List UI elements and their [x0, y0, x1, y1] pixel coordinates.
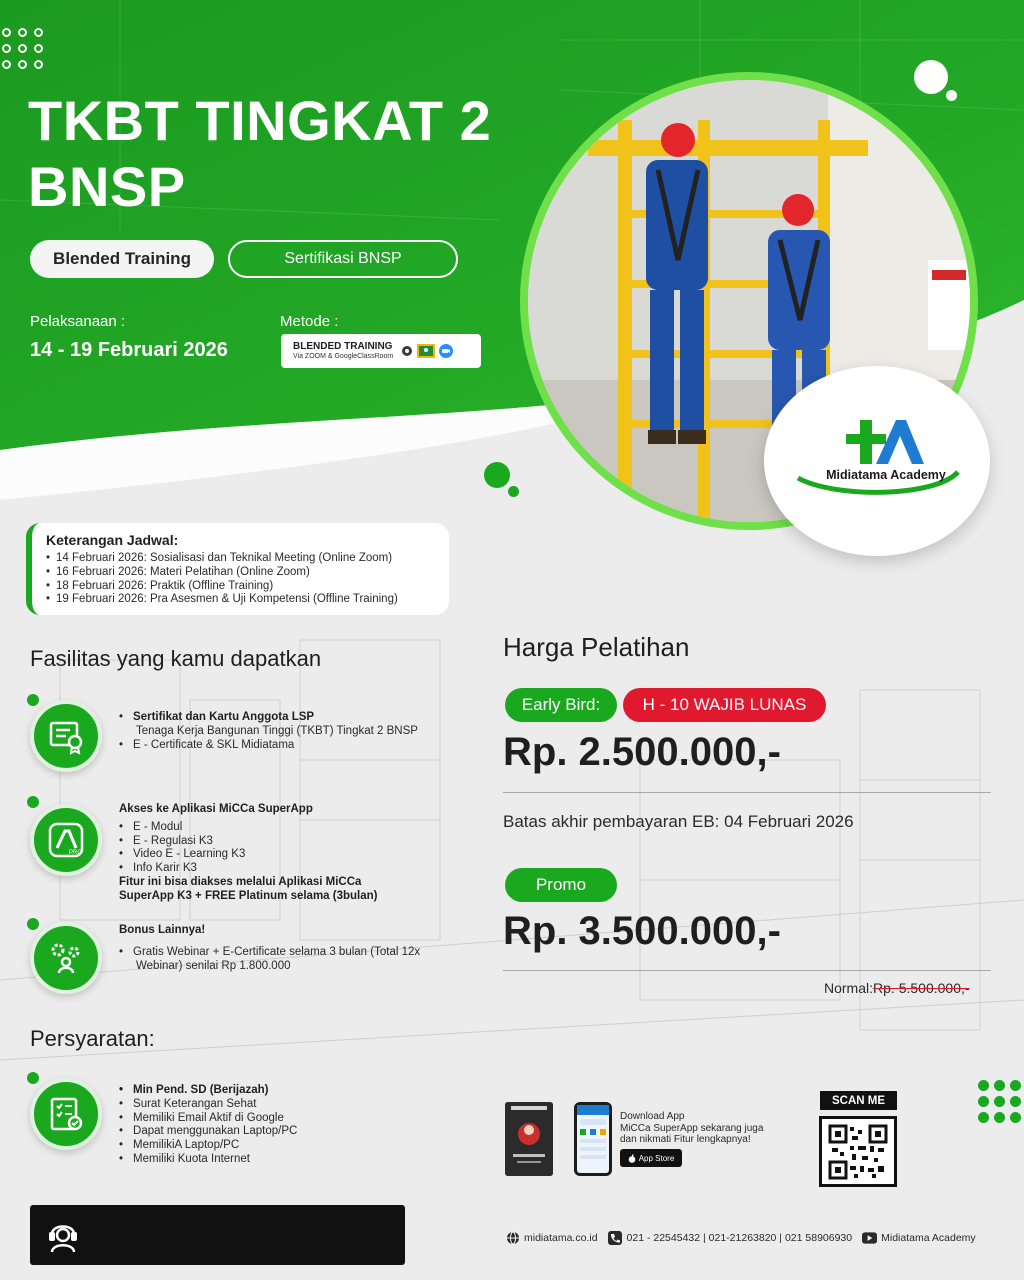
phone-icon	[608, 1230, 623, 1245]
early-bird-price: Rp. 2.500.000,-	[503, 730, 781, 774]
app-item: • E - Modul	[119, 821, 459, 835]
blended-training-pill: Blended Training	[30, 240, 214, 278]
app-store-button[interactable]	[620, 1149, 682, 1167]
phone-numbers[interactable]: 021 - 22545432 | 021-21263820 | 021 58906930	[626, 1231, 853, 1244]
app-item: • Video E - Learning K3	[119, 848, 459, 862]
requirement-item: • Memiliki Kuota Internet	[119, 1153, 419, 1167]
svg-text:PRO: PRO	[69, 850, 83, 856]
zoom-icon	[439, 344, 453, 358]
app-promo-line1: Download App	[620, 1111, 685, 1122]
schedule-title: Keterangan Jadwal:	[46, 532, 179, 548]
decorative-bubble	[484, 462, 510, 488]
decorative-bubble	[946, 90, 957, 101]
logo-name: Midiatama Academy	[826, 468, 946, 482]
facility-bonus	[119, 924, 459, 973]
phone-app-image	[574, 1102, 612, 1176]
qr-code[interactable]	[819, 1116, 897, 1187]
app-item: • E - Regulasi K3	[119, 835, 459, 849]
meeting-icon	[401, 345, 413, 357]
title-line-2: BNSP	[28, 155, 186, 218]
app-note: Fitur ini bisa diakses melalui Aplikasi MiCCa SuperApp K3 + FREE Platinum selama (3bulan)	[119, 875, 378, 902]
cert-title: Sertifikat dan Kartu Anggota LSP	[133, 711, 315, 723]
cert-item: E - Certificate & SKL Midiatama	[133, 738, 295, 751]
facility-app	[119, 803, 459, 904]
divider	[503, 792, 991, 793]
app-promo-line2: MiCCa SuperApp sekarang juga	[620, 1122, 764, 1134]
pricing-heading: Harga Pelatihan	[503, 632, 690, 662]
payment-deadline-badge: H - 10 WAJIB LUNAS	[623, 688, 826, 722]
schedule-item: • 14 Februari 2026: Sosialisasi dan Teknikal Meeting (Online Zoom)	[46, 552, 449, 566]
google-classroom-icon	[417, 344, 435, 358]
schedule-card	[26, 523, 449, 615]
globe-icon	[505, 1230, 520, 1245]
method-main-text: BLENDED TRAINING	[293, 341, 393, 352]
requirement-item: • Surat Keterangan Sehat	[119, 1098, 419, 1112]
apple-icon	[628, 1154, 636, 1163]
method-sub-text: Via ZOOM & GoogleClassRoom	[293, 353, 394, 360]
member-card-image	[505, 1102, 553, 1176]
app-item: • Info Karir K3	[119, 862, 459, 876]
decorative-dots	[978, 1080, 1021, 1123]
website-link[interactable]: midiatama.co.id	[524, 1231, 598, 1244]
contact-bar[interactable]	[30, 1205, 405, 1265]
schedule-item: • 19 Februari 2026: Pra Asesmen & Uji Kompetensi (Offline Training)	[46, 593, 449, 607]
promo-price: Rp. 3.500.000,-	[503, 909, 781, 953]
youtube-icon	[862, 1230, 877, 1245]
bullet-dot	[27, 796, 39, 808]
app-promo-text	[620, 1111, 763, 1146]
requirements-heading: Persyaratan:	[30, 1026, 155, 1051]
requirement-item: • MemilikiA Laptop/PC	[119, 1139, 419, 1153]
requirement-item: • Memiliki Email Aktif di Google	[119, 1112, 419, 1126]
bonus-icon	[30, 922, 102, 994]
facility-certificate	[119, 711, 459, 752]
requirement-item: • Dapat menggunakan Laptop/PC	[119, 1125, 419, 1139]
normal-price: Rp. 5.500.000,-	[873, 980, 970, 996]
bonus-item: Gratis Webinar + E-Certificate selama 3 bulan (Total 12x Webinar) senilai Rp 1.800.000	[133, 945, 421, 972]
divider	[503, 970, 991, 971]
midiatama-logo	[774, 368, 982, 552]
requirements-list	[119, 1084, 419, 1167]
normal-price-row	[824, 980, 970, 996]
certificate-icon	[30, 700, 102, 772]
early-bird-tag: Early Bird:	[505, 688, 617, 722]
bullet-dot	[27, 1072, 39, 1084]
method-label: Metode :	[280, 313, 339, 330]
certification-pill: Sertifikasi BNSP	[228, 240, 458, 278]
schedule-item: • 16 Februari 2026: Materi Pelatihan (Online Zoom)	[46, 566, 449, 580]
decorative-bubble	[914, 60, 948, 94]
title-line-1: TKBT TINGKAT 2	[28, 89, 492, 152]
schedule-item: • 18 Februari 2026: Praktik (Offline Training)	[46, 580, 449, 594]
cert-subtitle: Tenaga Kerja Bangunan Tinggi (TKBT) Tingkat 2 BNSP	[136, 724, 418, 737]
payment-deadline: Batas akhir pembayaran EB: 04 Februari 2026	[503, 812, 854, 831]
bullet-dot	[27, 694, 39, 706]
decorative-bubble	[508, 486, 519, 497]
execution-label: Pelaksanaan :	[30, 313, 126, 330]
requirement-item: • Min Pend. SD (Berijazah)	[119, 1084, 419, 1098]
promo-tag: Promo	[505, 868, 617, 902]
customer-service-icon	[44, 1216, 82, 1254]
app-store-label: App Store	[638, 1153, 675, 1163]
execution-dates: 14 - 19 Februari 2026	[30, 339, 228, 361]
app-title: Akses ke Aplikasi MiCCa SuperApp	[119, 803, 313, 815]
app-promo-line3: dan nikmati Fitur lengkapnya!	[620, 1134, 751, 1145]
scan-me-label: SCAN ME	[820, 1091, 897, 1110]
decorative-dots	[2, 28, 43, 69]
micca-app-icon	[30, 804, 102, 876]
bullet-dot	[27, 918, 39, 930]
bonus-title: Bonus Lainnya!	[119, 924, 206, 936]
checklist-icon	[30, 1078, 102, 1150]
page-title	[28, 88, 528, 220]
footer-contacts	[505, 1230, 976, 1245]
facilities-heading: Fasilitas yang kamu dapatkan	[30, 646, 322, 671]
method-badge	[281, 334, 481, 368]
youtube-channel[interactable]: Midiatama Academy	[881, 1231, 976, 1244]
normal-price-label: Normal:	[824, 980, 874, 996]
